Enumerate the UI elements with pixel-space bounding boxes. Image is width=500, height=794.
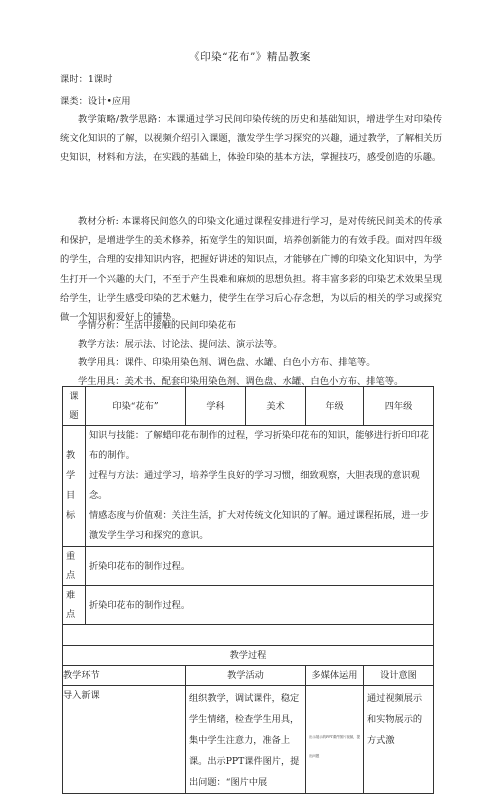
row1-media: 出示展示的PPT课件图片视频，提出问题 <box>306 686 364 794</box>
table-row <box>63 387 434 426</box>
topic-value: 印染“花布” <box>86 387 186 426</box>
teaching-strategy: 教学策略/教学思路：本课通过学习民间印染传统的历史和基础知识，增进学生对印染传统文化知识的了解，以视频介绍引入课题，激发学生学习探究的兴趣，通过教学，了解相关历史知识，材料和方法，在实践的基础上，体验印染的基本方法，掌握技巧，感受创造的乐趣。 <box>60 114 442 164</box>
subject-label: 学科 <box>186 387 246 426</box>
difficulty-value: 折染印花布的制作过程。 <box>86 586 434 625</box>
col-activity: 教学活动 <box>186 666 306 686</box>
subject-value: 美术 <box>246 387 306 426</box>
document-title: 《印染“花布”》精品教案 <box>189 51 311 63</box>
table-row <box>63 686 434 794</box>
col-media: 多媒体运用 <box>306 666 364 686</box>
process-title: 教学过程 <box>63 646 434 666</box>
table-row <box>63 426 434 547</box>
class-hours: 课时：1课时 <box>60 74 113 85</box>
table-row <box>63 547 434 586</box>
student-analysis: 学情分析：生活中接触的民间印染花布 <box>78 320 237 331</box>
lesson-plan-table <box>62 386 434 794</box>
table-header-row <box>63 666 434 686</box>
table-row <box>63 625 434 646</box>
col-stage: 教学环节 <box>63 666 186 686</box>
row1-activity: 组织教学，调试课件，稳定学生情绪，检查学生用具，集中学生注意力，准备上课。出示PPT课件图片，提出问题：“图片中展 <box>186 686 306 794</box>
teacher-tools: 教学用具：课件、印染用染色剂、调色盘、水罐、白色小方布、排笔等。 <box>78 357 376 368</box>
key-value: 折染印花布的制作过程。 <box>86 547 434 586</box>
grade-value: 四年级 <box>364 387 434 426</box>
teaching-methods: 教学方法：展示法、讨论法、提问法、演示法等。 <box>78 339 283 350</box>
table-row <box>63 646 434 666</box>
goals-label: 教学目标 <box>63 426 86 547</box>
class-type: 课类：设计•应用 <box>60 96 131 107</box>
goal-emotion: 情感态度与价值观：关注生活，扩大对传统文化知识的了解。通过课程拓展，进一步激发学生学习和探究的意识。 <box>89 510 429 541</box>
topic-label: 课题 <box>63 387 86 426</box>
goal-process: 过程与方法：通过学习，培养学生良好的学习习惯，细致观察，大胆表现的意识观念。 <box>89 470 420 501</box>
key-label: 重点 <box>63 547 86 586</box>
col-intent: 设计意图 <box>364 666 434 686</box>
grade-label: 年级 <box>306 387 364 426</box>
material-analysis: 教材分析: 本课将民间悠久的印染文化通过课程安排进行学习，是对传统民间美术的传承和保护，是增进学生的美术修养，拓宽学生的知识面，培养创新能力的有效手段。面对四年级的学生，合理的安排知识内容，把握好讲述的知识点，才能够在广博的印染文化知识中，为学生打开一个兴趣的大门，不至于产生畏难和麻烦的思想负担。将丰富多彩的印染艺术效果呈现给学生，让学生感受印染的艺术魅力，使学生在学习后心存念想，为以后的相关的学习或探究做一个知识和爱好上的铺垫。 <box>60 216 442 324</box>
goal-knowledge: 知识与技能：了解蜡印花布制作的过程，学习折染印花布的知识，能够进行折印印花布的制作。 <box>89 430 429 461</box>
teaching-goals <box>86 426 434 547</box>
row1-intent: 通过视频展示和实物展示的方式激 <box>364 686 434 794</box>
difficulty-label: 难点 <box>63 586 86 625</box>
table-row <box>63 586 434 625</box>
student-tools: 学生用具：美术书、配套印染用染色剂、调色盘、水罐、白色小方布、排笔等。 <box>78 376 404 387</box>
row1-stage: 导入新课 <box>63 686 186 794</box>
